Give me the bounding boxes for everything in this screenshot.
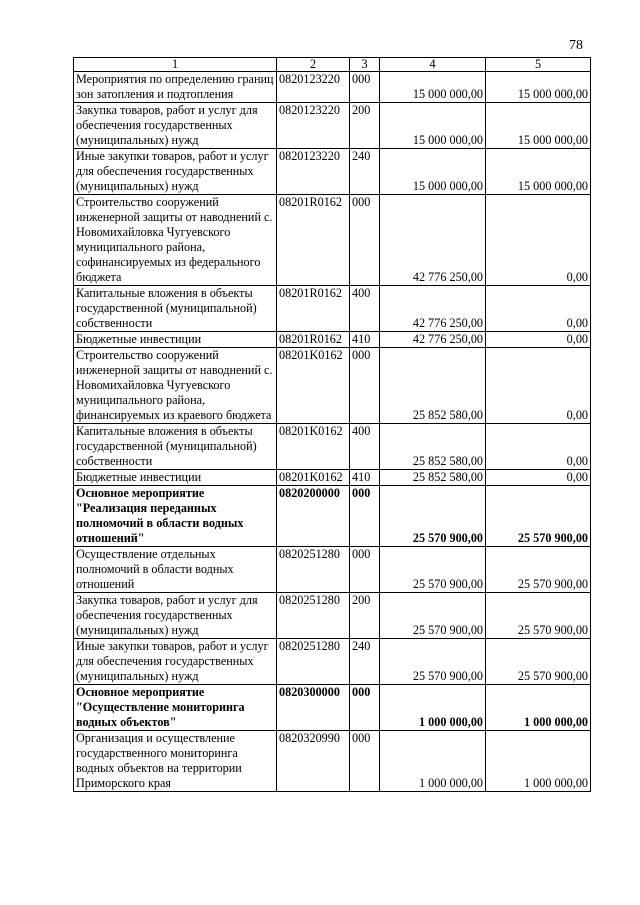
row-sum-year2-cell: 15 000 000,00 — [486, 149, 591, 195]
header-col-5: 5 — [486, 58, 591, 72]
row-sum-year1-cell: 15 000 000,00 — [380, 72, 486, 103]
budget-table — [73, 57, 591, 792]
row-sum-year2-cell: 0,00 — [486, 348, 591, 424]
row-type-cell: 410 — [350, 332, 380, 348]
table-row — [74, 731, 591, 792]
row-name-cell: Иные закупки товаров, работ и услуг для обеспечения государственных (муниципальных) нужд — [74, 149, 277, 195]
table-row — [74, 348, 591, 424]
row-sum-year1-cell: 25 852 580,00 — [380, 470, 486, 486]
table-row — [74, 149, 591, 195]
row-type-cell: 200 — [350, 103, 380, 149]
row-code-cell: 08201K0162 — [277, 348, 350, 424]
table-row — [74, 286, 591, 332]
row-sum-year1-cell: 25 570 900,00 — [380, 593, 486, 639]
table-row — [74, 593, 591, 639]
row-sum-year1-cell: 15 000 000,00 — [380, 103, 486, 149]
row-type-cell: 200 — [350, 593, 380, 639]
row-code-cell: 08201K0162 — [277, 470, 350, 486]
page-number: 78 — [569, 38, 583, 53]
row-name-cell: Организация и осуществление государственного мониторинга водных объектов на территории Приморского края — [74, 731, 277, 792]
table-row — [74, 639, 591, 685]
row-sum-year2-cell: 0,00 — [486, 286, 591, 332]
row-sum-year1-cell: 1 000 000,00 — [380, 731, 486, 792]
row-name-cell: Основное мероприятие "Реализация переданных полномочий в области водных отношений" — [74, 486, 277, 547]
row-sum-year2-cell: 0,00 — [486, 332, 591, 348]
row-code-cell: 0820123220 — [277, 103, 350, 149]
table-row — [74, 547, 591, 593]
row-sum-year1-cell: 25 852 580,00 — [380, 348, 486, 424]
row-sum-year1-cell: 42 776 250,00 — [380, 286, 486, 332]
table-row — [74, 195, 591, 286]
row-type-cell: 000 — [350, 72, 380, 103]
row-code-cell: 08201R0162 — [277, 332, 350, 348]
row-name-cell: Строительство сооружений инженерной защиты от наводнений с. Новомихайловка Чугуевского муниципального района, софинансируемых из федерального бюджета — [74, 195, 277, 286]
header-col-3: 3 — [350, 58, 380, 72]
table-row — [74, 685, 591, 731]
row-sum-year2-cell: 25 570 900,00 — [486, 486, 591, 547]
header-col-2: 2 — [277, 58, 350, 72]
row-code-cell: 0820123220 — [277, 72, 350, 103]
table-row — [74, 470, 591, 486]
row-sum-year2-cell: 25 570 900,00 — [486, 593, 591, 639]
table-row — [74, 103, 591, 149]
table-row — [74, 486, 591, 547]
row-code-cell: 0820200000 — [277, 486, 350, 547]
row-type-cell: 000 — [350, 195, 380, 286]
row-type-cell: 240 — [350, 149, 380, 195]
row-name-cell: Осуществление отдельных полномочий в области водных отношений — [74, 547, 277, 593]
row-name-cell: Капитальные вложения в объекты государственной (муниципальной) собственности — [74, 424, 277, 470]
row-sum-year2-cell: 15 000 000,00 — [486, 72, 591, 103]
row-name-cell: Капитальные вложения в объекты государственной (муниципальной) собственности — [74, 286, 277, 332]
table-row — [74, 332, 591, 348]
row-type-cell: 400 — [350, 286, 380, 332]
row-name-cell: Строительство сооружений инженерной защиты от наводнений с. Новомихайловка Чугуевского муниципального района, финансируемых из краевого бюджета — [74, 348, 277, 424]
row-sum-year1-cell: 25 570 900,00 — [380, 639, 486, 685]
row-type-cell: 000 — [350, 486, 380, 547]
row-type-cell: 000 — [350, 685, 380, 731]
row-sum-year2-cell: 25 570 900,00 — [486, 639, 591, 685]
row-type-cell: 410 — [350, 470, 380, 486]
row-sum-year2-cell: 1 000 000,00 — [486, 685, 591, 731]
row-sum-year1-cell: 25 570 900,00 — [380, 486, 486, 547]
row-type-cell: 000 — [350, 348, 380, 424]
row-sum-year1-cell: 25 570 900,00 — [380, 547, 486, 593]
row-name-cell: Основное мероприятие "Осуществление мониторинга водных объектов" — [74, 685, 277, 731]
row-code-cell: 0820251280 — [277, 593, 350, 639]
row-sum-year1-cell: 15 000 000,00 — [380, 149, 486, 195]
row-code-cell: 08201R0162 — [277, 286, 350, 332]
row-code-cell: 0820251280 — [277, 547, 350, 593]
row-sum-year1-cell: 42 776 250,00 — [380, 332, 486, 348]
row-sum-year2-cell: 0,00 — [486, 195, 591, 286]
header-col-4: 4 — [380, 58, 486, 72]
row-code-cell: 0820320990 — [277, 731, 350, 792]
row-code-cell: 0820251280 — [277, 639, 350, 685]
row-code-cell: 08201R0162 — [277, 195, 350, 286]
row-type-cell: 000 — [350, 731, 380, 792]
row-sum-year2-cell: 25 570 900,00 — [486, 547, 591, 593]
row-sum-year2-cell: 0,00 — [486, 470, 591, 486]
table-row — [74, 72, 591, 103]
row-code-cell: 08201K0162 — [277, 424, 350, 470]
table-header-row — [74, 58, 591, 72]
row-name-cell: Бюджетные инвестиции — [74, 470, 277, 486]
header-col-1: 1 — [74, 58, 277, 72]
row-type-cell: 000 — [350, 547, 380, 593]
table-row — [74, 424, 591, 470]
row-type-cell: 240 — [350, 639, 380, 685]
row-name-cell: Закупка товаров, работ и услуг для обеспечения государственных (муниципальных) нужд — [74, 103, 277, 149]
row-sum-year1-cell: 1 000 000,00 — [380, 685, 486, 731]
row-name-cell: Иные закупки товаров, работ и услуг для обеспечения государственных (муниципальных) нужд — [74, 639, 277, 685]
row-sum-year2-cell: 1 000 000,00 — [486, 731, 591, 792]
row-name-cell: Мероприятия по определению границ зон затопления и подтопления — [74, 72, 277, 103]
row-type-cell: 400 — [350, 424, 380, 470]
row-sum-year1-cell: 42 776 250,00 — [380, 195, 486, 286]
row-sum-year2-cell: 15 000 000,00 — [486, 103, 591, 149]
row-name-cell: Закупка товаров, работ и услуг для обеспечения государственных (муниципальных) нужд — [74, 593, 277, 639]
row-name-cell: Бюджетные инвестиции — [74, 332, 277, 348]
row-sum-year2-cell: 0,00 — [486, 424, 591, 470]
row-code-cell: 0820300000 — [277, 685, 350, 731]
row-code-cell: 0820123220 — [277, 149, 350, 195]
row-sum-year1-cell: 25 852 580,00 — [380, 424, 486, 470]
table-body — [74, 72, 591, 792]
